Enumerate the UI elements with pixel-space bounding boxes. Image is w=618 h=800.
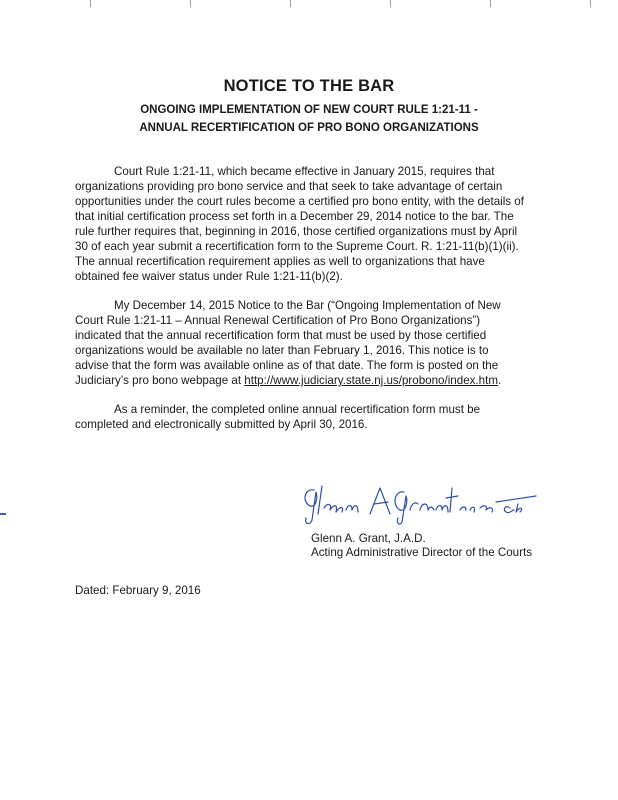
signer-name: Glenn A. Grant, J.A.D. xyxy=(311,532,426,545)
paragraph-3 xyxy=(75,402,545,432)
paragraph-2-prefix: Judiciary’s pro bono webpage at xyxy=(75,374,245,387)
handwritten-signature xyxy=(300,480,540,528)
paragraph-1-line: 30 of each year submit a recertification form to the Supreme Court. R. 1:21-11(b)(1)(ii). xyxy=(75,240,519,253)
scan-edge-marks xyxy=(0,0,618,8)
paragraph-2 xyxy=(75,298,545,388)
probono-webpage-link[interactable]: http://www.judiciary.state.nj.us/probono/index.htm xyxy=(244,374,498,387)
paragraph-2-line: organizations would be available no later than February 1, 2016. This notice is to xyxy=(75,344,489,357)
paragraph-1-line: rule further requires that, beginning in 2016, those certified organizations must by April xyxy=(75,225,518,238)
signer-title: Acting Administrative Director of the Courts xyxy=(311,546,533,559)
subtitle-line-1: ONGOING IMPLEMENTATION OF NEW COURT RULE 1:21-11 - xyxy=(140,104,478,116)
margin-mark xyxy=(0,513,6,515)
paragraph-3-line: As a reminder, the completed online annual recertification form must be xyxy=(114,403,481,416)
paragraph-1 xyxy=(75,164,545,284)
paragraph-1-line: that initial certification process set forth in a December 29, 2014 notice to the bar. The xyxy=(75,210,514,223)
page-subtitle xyxy=(0,101,618,137)
paragraph-1-line: Court Rule 1:21-11, which became effective in January 2015, requires that xyxy=(114,165,495,178)
paragraph-2-line: Judiciary’s pro bono webpage at http://www.judiciary.state.nj.us/probono/index.htm. xyxy=(75,374,502,387)
paragraph-3-line: completed and electronically submitted by April 30, 2016. xyxy=(75,418,368,431)
page-title: NOTICE TO THE BAR xyxy=(223,77,395,95)
paragraph-2-line: indicated that the annual recertification form that must be used by those certified xyxy=(75,329,487,342)
paragraph-2-line: Court Rule 1:21-11 – Annual Renewal Certification of Pro Bono Organizations”) xyxy=(75,314,481,327)
paragraph-1-line: The annual recertification requirement applies as well to organizations that have xyxy=(75,255,485,268)
dated-line: Dated: February 9, 2016 xyxy=(75,584,201,597)
paragraph-1-line: organizations providing pro bono service and that seek to take advantage of certain xyxy=(75,180,503,193)
paragraph-2-line: My December 14, 2015 Notice to the Bar (“Ongoing Implementation of New xyxy=(114,299,501,312)
signature-block xyxy=(311,532,532,560)
paragraph-2-line: advise that the form was available online as of that date. The form is posted on the xyxy=(75,359,499,372)
subtitle-line-2: ANNUAL RECERTIFICATION OF PRO BONO ORGANIZATIONS xyxy=(139,122,479,134)
paragraph-1-line: obtained fee waiver status under Rule 1:21-11(b)(2). xyxy=(75,270,343,283)
paragraph-1-line: opportunities under the court rules become a certified pro bono entity, with the details of xyxy=(75,195,524,208)
